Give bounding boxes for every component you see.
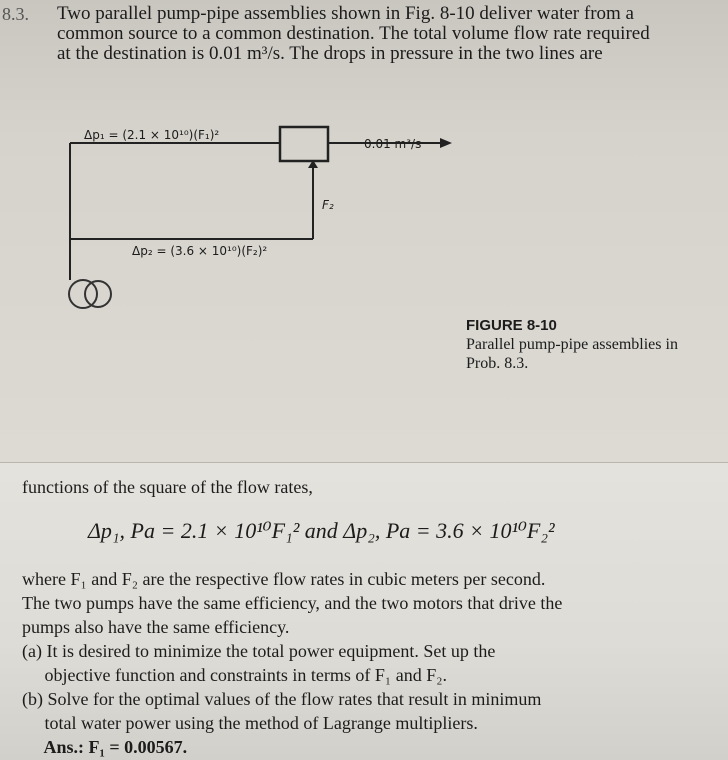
- pump-pipe-diagram: [0, 100, 728, 440]
- problem-number: 8.3.: [2, 4, 29, 24]
- part-b-line: total water power using the method of Lagrange multipliers.: [22, 713, 478, 733]
- dp2-label: Δp₂ = (3.6 × 10¹⁰)(F₂)²: [132, 244, 268, 258]
- dp1-label: Δp₁ = (2.1 × 10¹⁰)(F₁)²: [84, 128, 220, 142]
- flow-rate-label: 0.01 m³/s: [364, 137, 422, 151]
- f2-label: F₂: [322, 198, 334, 212]
- where-line: pumps also have the same efficiency.: [22, 617, 290, 637]
- pump-icon: [69, 280, 97, 308]
- part-a-line: objective function and constraints in terms of F₁ and F₂.: [22, 665, 447, 685]
- destination-box: [280, 127, 328, 161]
- figure-caption: [466, 316, 678, 373]
- intro-line: common source to a common destination. The total volume flow rate required: [57, 23, 650, 44]
- pressure-equations: Δp₁, Pa = 2.1 × 10¹⁰F₁² and Δp₂, Pa = 3.6 × 10¹⁰F₂²: [88, 518, 555, 543]
- intro-line: at the destination is 0.01 m³/s. The drops in pressure in the two lines are: [57, 43, 603, 64]
- part-b-line: (b) Solve for the optimal values of the flow rates that result in minimum: [22, 689, 542, 709]
- caption-line: Parallel pump-pipe assemblies in: [466, 336, 678, 353]
- figure-8-10: [0, 100, 728, 440]
- caption-line: Prob. 8.3.: [466, 355, 529, 372]
- continuation-text: functions of the square of the flow rates,: [22, 477, 313, 497]
- where-line: The two pumps have the same efficiency, and the two motors that drive the: [22, 593, 563, 613]
- problem-intro: [57, 4, 717, 64]
- caption-title: FIGURE 8-10: [466, 317, 557, 334]
- flow-arrowhead: [440, 138, 452, 148]
- part-a-line: (a) It is desired to minimize the total power equipment. Set up the: [22, 641, 496, 661]
- answer: Ans.: F₁ = 0.00567.: [22, 737, 188, 757]
- where-line: where F₁ and F₂ are the respective flow rates in cubic meters per second.: [22, 569, 546, 589]
- intro-line: Two parallel pump-pipe assemblies shown in Fig. 8-10 deliver water from a: [57, 3, 634, 24]
